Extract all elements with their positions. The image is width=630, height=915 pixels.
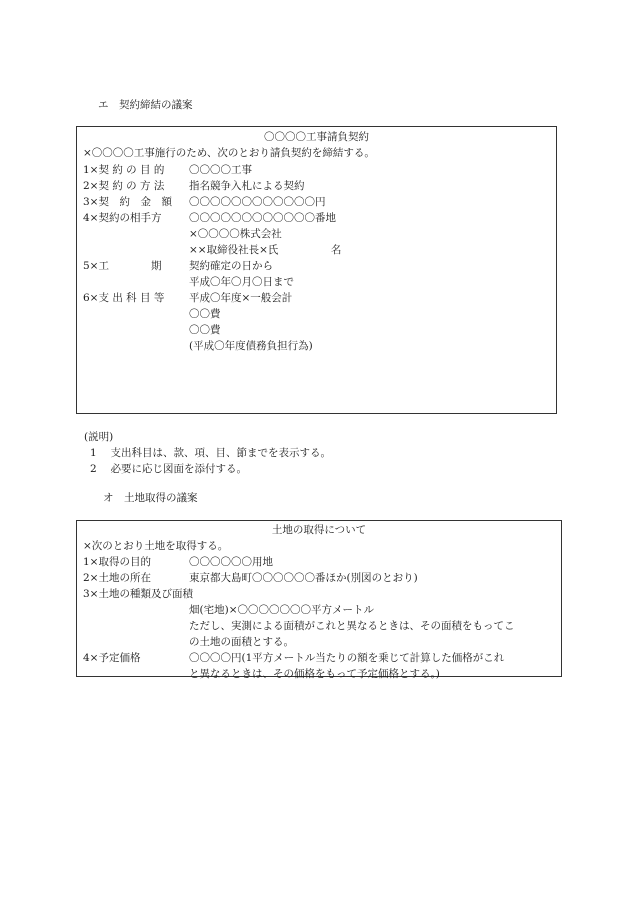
row-label: 4×契約の相手方: [83, 212, 162, 224]
row-value: 〇〇〇〇〇〇用地: [189, 556, 273, 568]
row-value: 〇〇費: [189, 308, 221, 320]
note-item: 1 支出科目は、款、項、目、節までを表示する。: [90, 447, 332, 459]
section-o-heading: オ 土地取得の議案: [103, 492, 198, 504]
land-title: 土地の取得について: [271, 524, 367, 536]
row-value: 平成〇年〇月〇日まで: [189, 276, 294, 288]
contract-resolution-box: [76, 126, 557, 414]
section-e-heading: エ 契約締結の議案: [98, 99, 193, 111]
row-value: (平成〇年度債務負担行為): [189, 340, 313, 352]
row-value: 〇〇費: [189, 324, 221, 336]
row-value: ×〇〇〇〇株式会社: [189, 228, 282, 240]
row-label: 4×予定価格: [83, 652, 141, 664]
row-note: ただし、実測による面積がこれと異なるときは、その面積をもってこ: [189, 620, 515, 632]
row-value: と異なるときは、その価格をもって予定価格とする。): [189, 668, 440, 680]
contract-title: 〇〇〇〇工事請負契約: [264, 131, 369, 143]
contract-intro: ×〇〇〇〇工事施行のため、次のとおり請負契約を締結する。: [83, 147, 375, 159]
row-label: 2×土地の所在: [83, 572, 151, 584]
row-label: 1×契 約 の 目 的: [83, 164, 165, 176]
row-label: 3×土地の種類及び面積: [83, 588, 193, 600]
row-value: 畑(宅地)×〇〇〇〇〇〇〇平方メートル: [189, 604, 374, 616]
row-value: ××取締役社長×氏 名: [189, 244, 342, 256]
row-label: 5×工 期: [83, 260, 162, 272]
row-label: 6×支 出 科 目 等: [83, 292, 165, 304]
row-label: 3×契 約 金 額: [83, 196, 172, 208]
row-value: 指名競争入札による契約: [189, 180, 305, 192]
row-value: 〇〇〇〇〇〇〇〇〇〇〇〇番地: [189, 212, 336, 224]
row-value: 〇〇〇〇円(1平方メートル当たりの額を乗じて計算した価格がこれ: [189, 652, 505, 664]
row-value: 東京都大島町〇〇〇〇〇〇番ほか(別図のとおり): [189, 572, 418, 584]
notes-heading: (説明): [84, 431, 114, 443]
land-intro: ×次のとおり土地を取得する。: [83, 540, 229, 552]
row-value: 平成〇年度×一般会計: [189, 292, 293, 304]
note-item: 2 必要に応じ図面を添付する。: [90, 463, 248, 475]
row-label: 1×取得の目的: [83, 556, 151, 568]
row-note: の土地の面積とする。: [189, 636, 294, 648]
row-value: 〇〇〇〇〇〇〇〇〇〇〇〇円: [189, 196, 326, 208]
row-value: 契約確定の日から: [189, 260, 273, 272]
row-value: 〇〇〇〇工事: [189, 164, 252, 176]
land-acquisition-box: [76, 520, 562, 680]
row-label: 2×契 約 の 方 法: [83, 180, 165, 192]
